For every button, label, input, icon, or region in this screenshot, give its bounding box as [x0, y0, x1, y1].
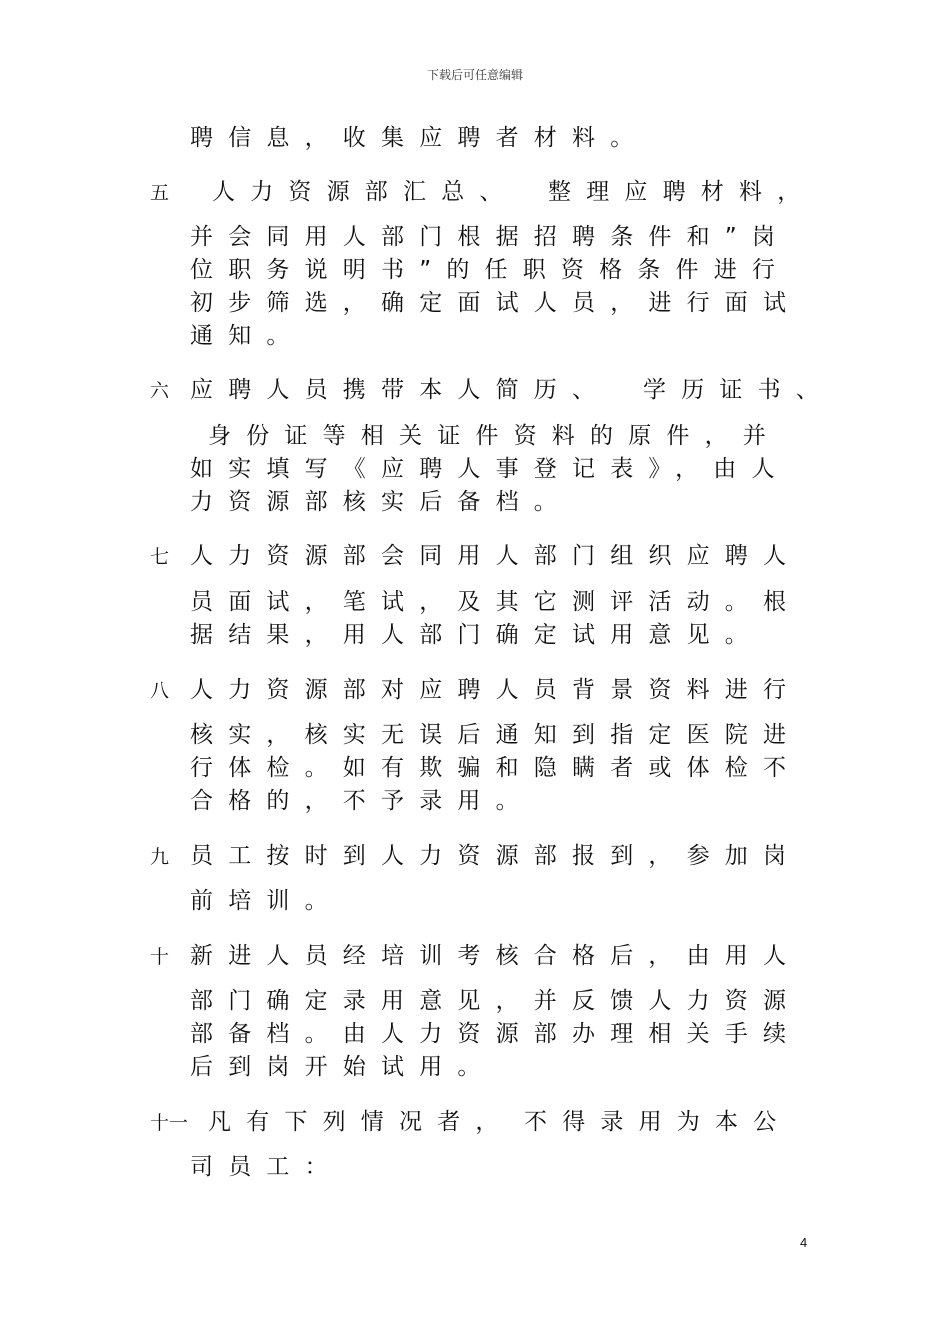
section-number-5: 五: [150, 182, 170, 204]
text-line: 初步筛选，确定面试人员，进行面试: [190, 290, 802, 316]
text-line: 学历证书、: [643, 377, 834, 403]
text-line: 聘信息，收集应聘者材料。: [190, 125, 649, 151]
text-line: 人力资源部汇总、: [212, 179, 518, 205]
page-number: 4: [800, 1235, 808, 1250]
text-line: 位职务说明书”的任职资格条件进行: [190, 257, 791, 283]
text-line: 并会同用人部门根据招聘条件和”岗: [190, 224, 791, 250]
text-line: 如实填写《应聘人事登记表》，由人: [190, 456, 790, 482]
text-line: 前培训。: [190, 888, 343, 914]
text-line: 身份证等相关证件资料的原件，并: [208, 423, 781, 449]
section-number-6: 六: [150, 380, 170, 402]
section-number-11: 十一: [150, 1112, 189, 1134]
text-line: 行体检。如有欺骗和隐瞒者或体检不: [190, 755, 802, 781]
text-line: 应聘人员携带本人简历、: [190, 377, 611, 403]
text-line: 整理应聘材料，: [548, 179, 816, 205]
text-line: 通知。: [190, 323, 305, 349]
text-line: 新进人员经培训考核合格后，由用人: [190, 943, 802, 969]
text-line: 人力资源部对应聘人员背景资料进行: [190, 677, 802, 703]
text-line: 员面试，笔试，及其它测评活动。根: [190, 589, 802, 615]
text-line: 部门确定录用意见，并反馈人力资源: [190, 988, 802, 1014]
text-line: 合格的，不予录用。: [190, 788, 534, 814]
text-line: 凡有下列情况者，: [208, 1109, 514, 1135]
text-line: 不得录用为本公: [524, 1109, 792, 1135]
text-line: 据结果，用人部门确定试用意见。: [190, 622, 763, 648]
page-header: 下载后可任意编辑: [426, 68, 523, 82]
section-number-10: 十: [150, 946, 170, 968]
text-line: 员工按时到人力资源部报到，参加岗: [190, 843, 802, 869]
section-number-8: 八: [150, 680, 170, 702]
section-number-7: 七: [150, 546, 170, 568]
text-line: 力资源部核实后备档。: [190, 489, 572, 515]
text-line: 部备档。由人力资源部办理相关手续: [190, 1021, 802, 1047]
text-line: 司员工：: [190, 1154, 343, 1180]
text-line: 人力资源部会同用人部门组织应聘人: [190, 543, 802, 569]
section-number-9: 九: [150, 846, 170, 868]
text-line: 后到岗开始试用。: [190, 1054, 496, 1080]
text-line: 核实，核实无误后通知到指定医院进: [190, 722, 802, 748]
